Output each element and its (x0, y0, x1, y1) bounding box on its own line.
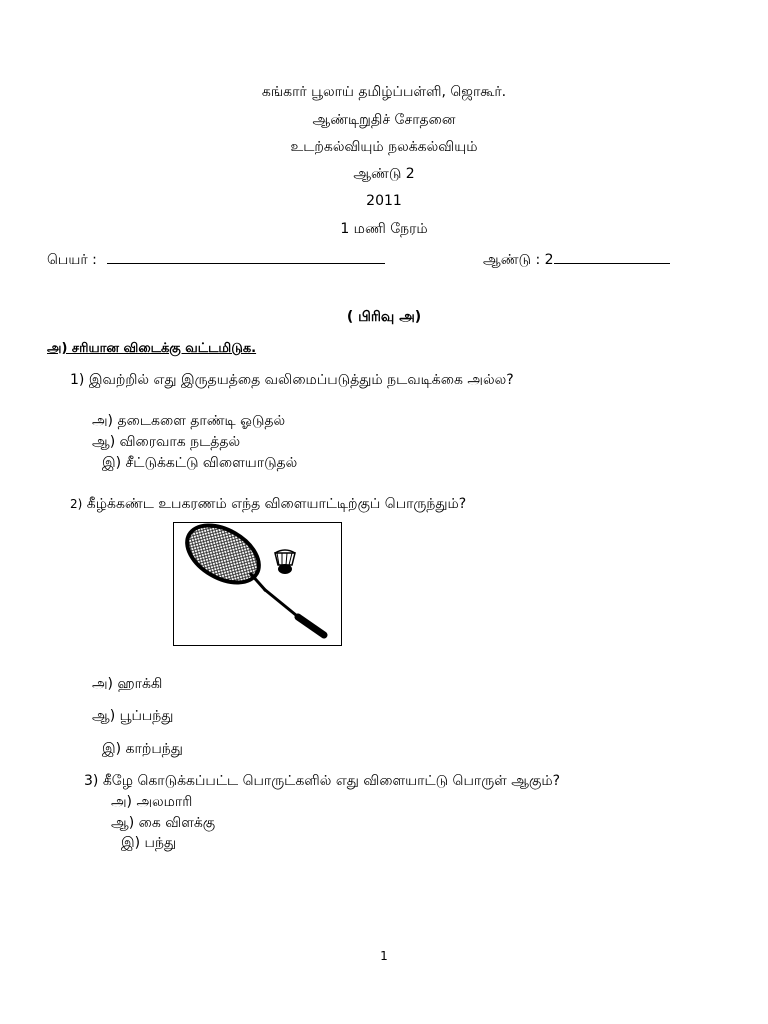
grade-title: ஆண்டு 2 (353, 166, 415, 182)
grade-field-row (483, 249, 670, 270)
option-text: கை விளக்கு (138, 815, 216, 831)
badminton-racket-icon (174, 523, 341, 645)
question-number: 3) (84, 773, 99, 789)
page-number: 1 (380, 949, 388, 963)
option-label: அ) (92, 413, 114, 429)
option-label: இ) (102, 741, 122, 757)
option-text: பந்து (144, 835, 177, 851)
q2-option-b[interactable] (92, 708, 173, 726)
question-text: கீழ்க்கண்ட உபகரணம் எந்த விளையாட்டிற்குப் பொருந்தும்? (86, 496, 467, 512)
option-text: சீட்டுக்கட்டு விளையாடுதல் (125, 455, 298, 471)
grade-label: ஆண்டு : 2 (483, 252, 554, 268)
name-label: பெயர் : (47, 252, 97, 268)
school-name: கங்கார் பூலாய் தமிழ்ப்பள்ளி, ஜொகூர். (261, 84, 507, 100)
name-field-row (47, 249, 385, 270)
option-label: ஆ) (92, 708, 116, 724)
option-label: இ) (102, 455, 122, 471)
q2-option-a[interactable] (92, 676, 162, 694)
option-text: ஹாக்கி (117, 676, 163, 692)
q1-option-a[interactable] (92, 413, 285, 431)
question-number: 2) (70, 497, 83, 511)
grade-blank-line[interactable] (554, 249, 670, 264)
badminton-image (173, 522, 342, 646)
subject-title: உடற்கல்வியும் நலக்கல்வியும் (290, 139, 478, 155)
option-label: அ) (111, 794, 133, 810)
question-number: 1) (70, 372, 85, 388)
option-text: அலமாரி (136, 794, 193, 810)
q3-option-b[interactable] (111, 815, 215, 833)
q3-option-c[interactable] (121, 835, 176, 853)
duration-title: 1 மணி நேரம் (340, 221, 428, 237)
option-text: பூப்பந்து (119, 708, 174, 724)
q1-option-b[interactable] (92, 434, 240, 452)
question-2 (70, 496, 466, 514)
question-text: கீழே கொடுக்கப்பட்ட பொருட்களில் எது விளையாட்டு பொருள் ஆகும்? (102, 773, 561, 789)
option-label: ஆ) (92, 434, 116, 450)
section-title: ( பிரிவு அ) (346, 309, 422, 325)
option-label: ஆ) (111, 815, 135, 831)
option-label: இ) (121, 835, 141, 851)
question-1 (70, 372, 514, 390)
shuttlecock-icon (275, 550, 295, 574)
name-blank-line[interactable] (107, 249, 385, 264)
exam-title: ஆண்டிறுதிச் சோதனை (312, 112, 456, 128)
option-text: விரைவாக நடத்தல் (119, 434, 241, 450)
q3-option-a[interactable] (111, 794, 192, 812)
section-instruction: அ) சரியான விடைக்கு வட்டமிடுக. (47, 341, 257, 356)
q1-option-c[interactable] (102, 455, 297, 473)
option-text: காற்பந்து (125, 741, 183, 757)
q2-option-c[interactable] (102, 741, 183, 759)
option-text: தடைகளை தாண்டி ஓடுதல் (117, 413, 286, 429)
option-label: அ) (92, 676, 114, 692)
question-text: இவற்றில் எது இருதயத்தை வலிமைப்படுத்தும் நடவடிக்கை அல்ல? (88, 372, 514, 388)
year-title: 2011 (366, 193, 402, 209)
question-3 (84, 773, 560, 791)
